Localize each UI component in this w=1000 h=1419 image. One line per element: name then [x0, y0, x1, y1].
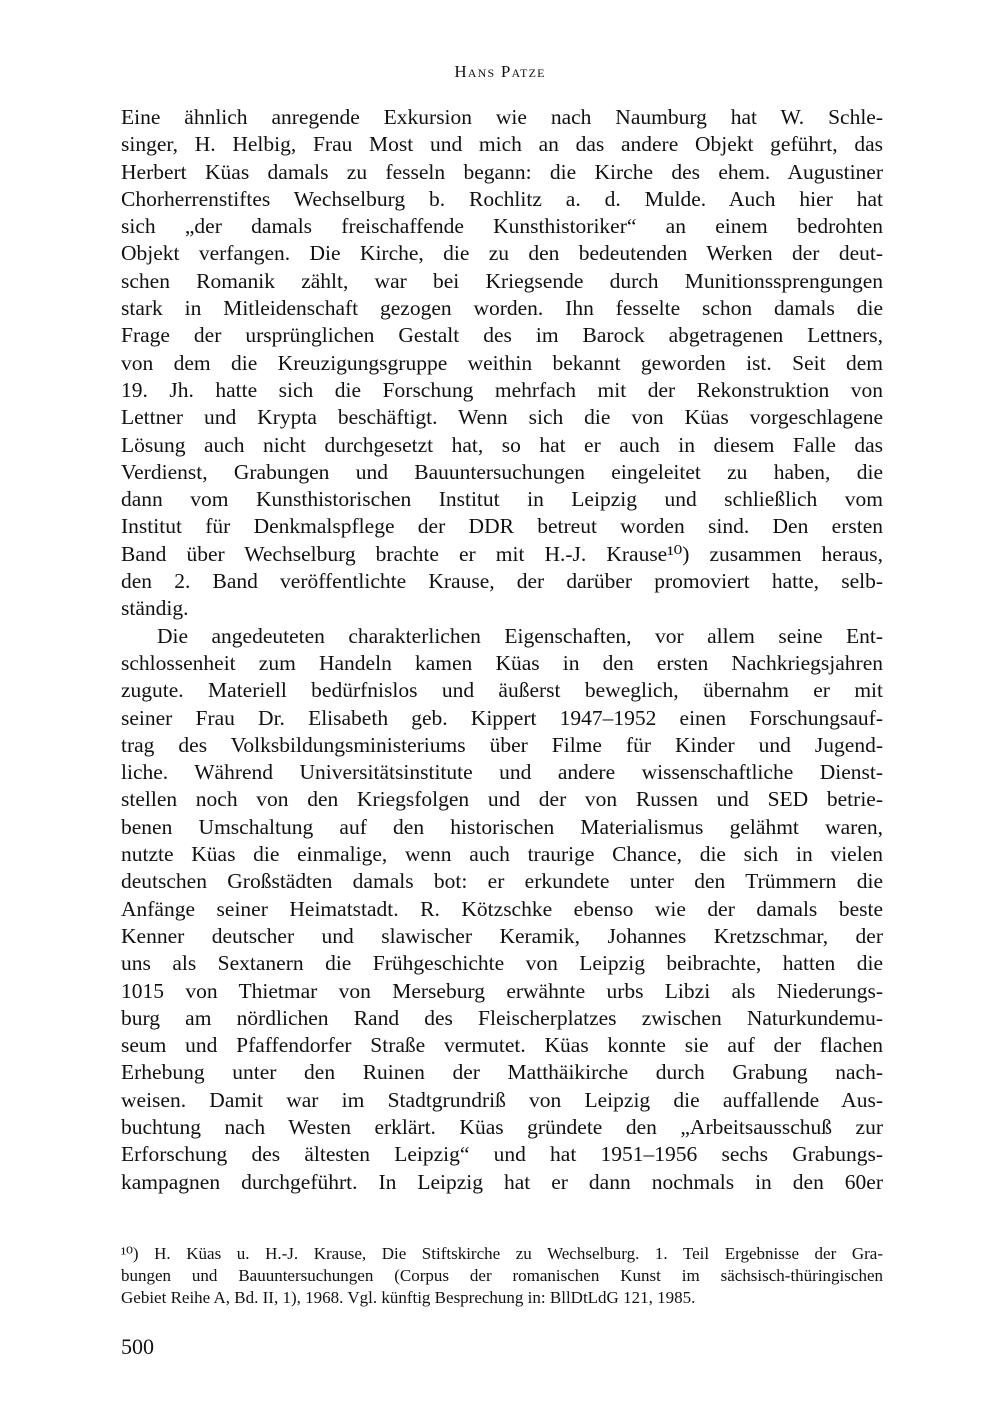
text-line: schlossenheit zum Handeln kamen Küas in den ersten Nachkriegsjahren: [121, 650, 883, 675]
text-line: Kenner deutscher und slawischer Keramik, Johannes Kretzschmar, der: [121, 923, 883, 948]
text-line: Institut für Denkmalspflege der DDR betreut worden sind. Den ersten: [121, 514, 883, 539]
text-line: zugute. Materiell bedürfnislos und äußerst beweglich, übernahm er mit: [121, 678, 883, 703]
paragraph: [121, 104, 883, 623]
page-number: 500: [121, 1334, 154, 1359]
text-line: Anfänge seiner Heimatstadt. R. Kötzschke ebenso wie der damals beste: [121, 896, 883, 921]
text-line: nutzte Küas die einmalige, wenn auch traurige Chance, die sich in vielen: [121, 842, 883, 867]
text-line: Verdienst, Grabungen und Bauuntersuchungen eingeleitet zu haben, die: [121, 459, 883, 484]
running-head: Hans Patze: [454, 62, 546, 81]
text-line: seiner Frau Dr. Elisabeth geb. Kippert 1947–1952 einen Forschungsauf-: [121, 705, 883, 730]
text-line: Die angedeuteten charakterlichen Eigenschaften, vor allem seine Ent-: [157, 623, 883, 648]
text-line: Band über Wechselburg brachte er mit H.-J. Krause¹⁰) zusammen heraus,: [121, 541, 883, 566]
text-line: weisen. Damit war im Stadtgrundriß von Leipzig die auffallende Aus-: [121, 1087, 883, 1112]
footnote: [121, 1243, 883, 1309]
text-line: Chorherrenstiftes Wechselburg b. Rochlitz a. d. Mulde. Auch hier hat: [121, 186, 883, 211]
text-line: burg am nördlichen Rand des Fleischerplatzes zwischen Naturkundemu-: [121, 1005, 883, 1030]
text-line: uns als Sextanern die Frühgeschichte von Leipzig beibrachte, hatten die: [121, 951, 883, 976]
text-line: Lösung auch nicht durchgesetzt hat, so hat er auch in diesem Falle das: [121, 432, 883, 457]
text-line: Erforschung des ältesten Leipzig“ und hat 1951–1956 sechs Grabungs-: [121, 1142, 883, 1167]
text-line: kampagnen durchgeführt. In Leipzig hat er dann nochmals in den 60er: [121, 1169, 883, 1194]
footnote-line: bungen und Bauuntersuchungen (Corpus der romanischen Kunst im sächsisch-thüringischen: [121, 1266, 883, 1285]
text-line: Frage der ursprünglichen Gestalt des im Barock abgetragenen Lettners,: [121, 323, 883, 348]
text-line: 19. Jh. hatte sich die Forschung mehrfach mit der Rekonstruktion von: [121, 377, 883, 402]
paragraph: [121, 623, 883, 1196]
text-line: deutschen Großstädten damals bot: er erkundete unter den Trümmern die: [121, 869, 883, 894]
footnote-line: ¹⁰) H. Küas u. H.-J. Krause, Die Stiftskirche zu Wechselburg. 1. Teil Ergebnisse der Gra-: [121, 1244, 883, 1263]
text-line: trag des Volksbildungsministeriums über Filme für Kinder und Jugend-: [121, 732, 883, 757]
text-line: Lettner und Krypta beschäftigt. Wenn sich die von Küas vorgeschlagene: [121, 405, 883, 430]
text-line: Herbert Küas damals zu fesseln begann: die Kirche des ehem. Augustiner: [121, 159, 883, 184]
text-line: Eine ähnlich anregende Exkursion wie nach Naumburg hat W. Schle-: [121, 105, 883, 129]
text-line: liche. Während Universitätsinstitute und andere wissenschaftliche Dienst-: [121, 760, 883, 785]
text-line: buchtung nach Westen erklärt. Küas gründete den „Arbeitsausschuß zur: [121, 1114, 883, 1139]
text-line: sich „der damals freischaffende Kunsthistoriker“ an einem bedrohten: [121, 214, 883, 239]
text-line: benen Umschaltung auf den historischen Materialismus gelähmt waren,: [121, 814, 883, 839]
text-line: singer, H. Helbig, Frau Most und mich an das andere Objekt geführt, das: [121, 132, 883, 157]
text-line: stark in Mitleidenschaft gezogen worden. Ihn fesselte schon damals die: [121, 296, 883, 321]
text-line: 1015 von Thietmar von Merseburg erwähnte urbs Libzi als Niederungs-: [121, 978, 883, 1003]
text-line: Objekt verfangen. Die Kirche, die zu den bedeutenden Werken der deut-: [121, 241, 883, 266]
text-line: dann vom Kunsthistorischen Institut in Leipzig und schließlich vom: [121, 487, 883, 512]
text-line: Erhebung unter den Ruinen der Matthäikirche durch Grabung nach-: [121, 1060, 883, 1085]
text-line: schen Romanik zählt, war bei Kriegsende durch Munitionssprengungen: [121, 268, 883, 293]
footnote-line: Gebiet Reihe A, Bd. II, 1), 1968. Vgl. künftig Besprechung in: BllDtLdG 121, 1985.: [121, 1288, 696, 1307]
text-line: stellen noch von den Kriegsfolgen und der von Russen und SED betrie-: [121, 787, 883, 812]
text-line: seum und Pfaffendorfer Straße vermutet. Küas konnte sie auf der flachen: [121, 1033, 883, 1058]
body-text: [121, 104, 883, 1196]
text-line: ständig.: [121, 596, 189, 621]
text-line: von dem die Kreuzigungsgruppe weithin bekannt geworden ist. Seit dem: [121, 350, 883, 375]
text-line: den 2. Band veröffentlichte Krause, der darüber promoviert hatte, selb-: [121, 569, 883, 594]
